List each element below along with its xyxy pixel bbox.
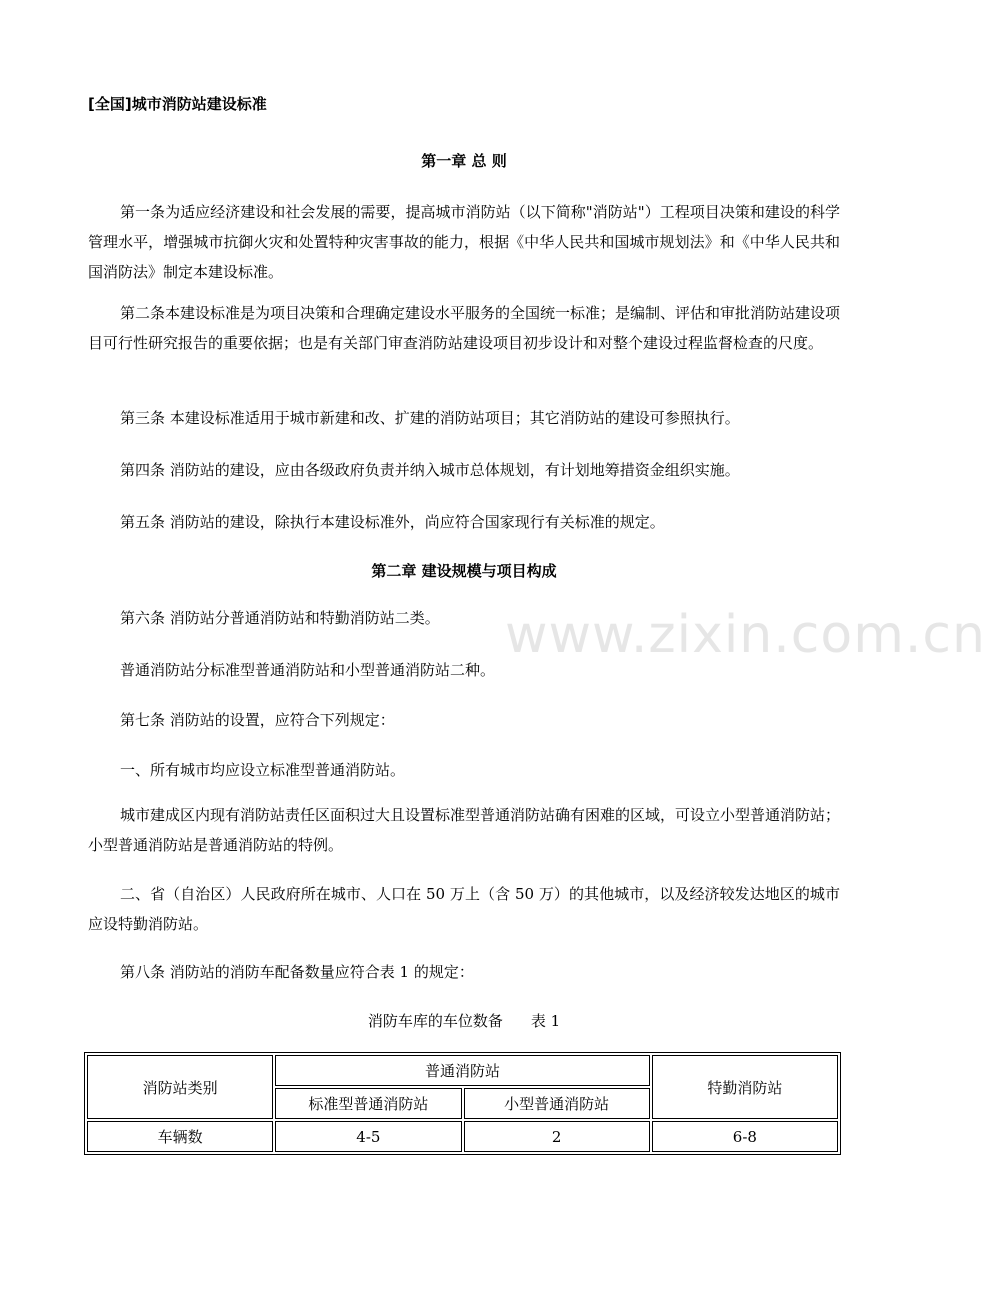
article-8: 第八条 消防站的消防车配备数量应符合表 1 的规定： bbox=[120, 963, 474, 981]
table-caption bbox=[88, 1010, 840, 1031]
table-header-special: 特勤消防站 bbox=[652, 1055, 838, 1119]
article-3: 第三条 本建设标准适用于城市新建和改、扩建的消防站项目；其它消防站的建设可参照执行。 bbox=[120, 409, 740, 427]
vehicle-table bbox=[84, 1052, 841, 1155]
article-7: 第七条 消防站的设置，应符合下列规定： bbox=[120, 711, 395, 729]
chapter-2-heading: 第二章 建设规模与项目构成 bbox=[371, 562, 557, 580]
article-6-note: 普通消防站分标准型普通消防站和小型普通消防站二种。 bbox=[120, 661, 496, 679]
article-6: 第六条 消防站分普通消防站和特勤消防站二类。 bbox=[120, 609, 440, 627]
document-title: [全国]城市消防站建设标准 bbox=[88, 95, 267, 113]
table-row-label: 车辆数 bbox=[87, 1121, 273, 1152]
table-caption-text: 消防车库的车位数备 bbox=[367, 1012, 503, 1030]
table-header-category: 消防站类别 bbox=[87, 1055, 273, 1119]
article-7-item-1-note: 城市建成区内现有消防站责任区面积过大且设置标准型普通消防站确有困难的区域，可设立小型普通消防站；小型普通消防站是普通消防站的特例。 bbox=[88, 806, 841, 854]
table-header-standard: 标准型普通消防站 bbox=[275, 1088, 461, 1119]
table-cell-standard: 4-5 bbox=[275, 1121, 461, 1152]
article-2: 第二条本建设标准是为项目决策和合理确定建设水平服务的全国统一标准；是编制、评估和审批消防站建设项目可行性研究报告的重要依据；也是有关部门审查消防站建设项目初步设计和对整个建设过程监督检查的尺度。 bbox=[88, 304, 841, 352]
article-7-item-1: 一、所有城市均应设立标准型普通消防站。 bbox=[120, 761, 406, 779]
table-header-small: 小型普通消防站 bbox=[464, 1088, 650, 1119]
article-1: 第一条为适应经济建设和社会发展的需要，提高城市消防站（以下简称"消防站"）工程项目决策和建设的科学管理水平，增强城市抗御火灾和处置特种灾害事故的能力，根据《中华人民共和国城市规划法》和《中华人民共和国消防法》制定本建设标准。 bbox=[88, 203, 840, 281]
article-4: 第四条 消防站的建设，应由各级政府负责并纳入城市总体规划，有计划地筹措资金组织实施。 bbox=[120, 461, 740, 479]
table-cell-special: 6-8 bbox=[652, 1121, 838, 1152]
watermark: www.zixin.com.cn bbox=[505, 605, 986, 665]
table-number: 表 1 bbox=[530, 1012, 561, 1030]
chapter-1-heading: 第一章 总 则 bbox=[421, 152, 507, 170]
table-cell-small: 2 bbox=[464, 1121, 650, 1152]
table-header-ordinary: 普通消防站 bbox=[275, 1055, 650, 1086]
article-7-item-2: 二、省（自治区）人民政府所在城市、人口在 50 万上（含 50 万）的其他城市，以及经济较发达地区的城市应设特勤消防站。 bbox=[88, 885, 840, 933]
article-5: 第五条 消防站的建设，除执行本建设标准外，尚应符合国家现行有关标准的规定。 bbox=[120, 513, 665, 531]
